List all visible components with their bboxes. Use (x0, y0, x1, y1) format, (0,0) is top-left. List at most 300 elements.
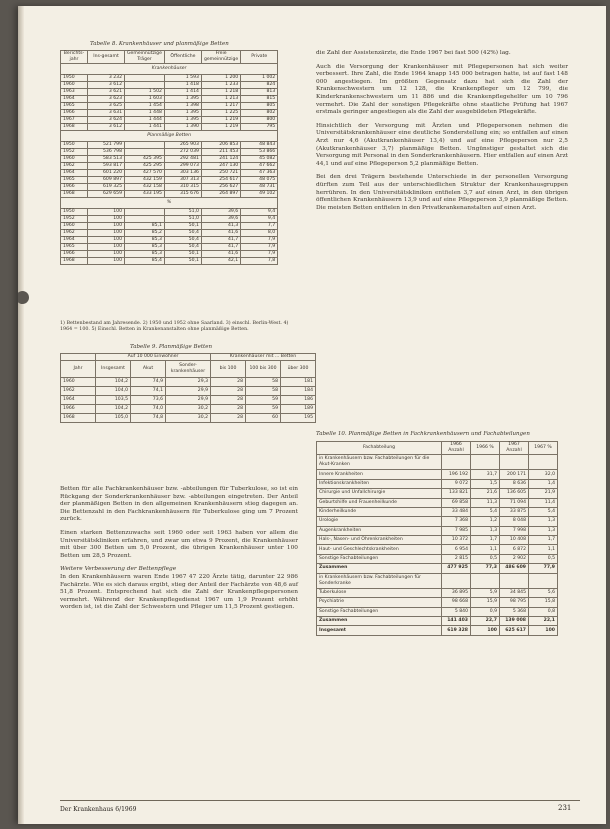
table1-cell: 299 073 (164, 163, 201, 170)
table1-cell: 609 897 (88, 177, 125, 184)
table3-cell: 7 985 (442, 526, 471, 535)
table3-cell: Haut- und Geschlechtskrankheiten (317, 545, 442, 554)
table-row (317, 489, 558, 498)
table1-cell: 206 853 (201, 142, 240, 149)
table3-header-cell: 1966 Anzahl (442, 442, 471, 455)
table1-cell: 8,0 (241, 230, 278, 237)
table1-cell: 1966 (61, 251, 88, 258)
table1-cell: 48 075 (241, 177, 278, 184)
table1-cell: 536 798 (88, 149, 125, 156)
table1-cell: 583 513 (88, 156, 125, 163)
table1-cell: 85,1 (125, 223, 165, 230)
table1-cell: 521 799 (88, 142, 125, 149)
table3-cell: 1,1 (529, 545, 558, 554)
table-row (61, 378, 316, 387)
table1-cell: 7,8 (241, 258, 278, 265)
table1-cell: 254 617 (201, 177, 240, 184)
table1-cell: 824 (241, 82, 278, 89)
table1-cell: 1 448 (125, 110, 165, 117)
table2-cell: 1968 (61, 414, 96, 423)
table3-cell: 10 372 (442, 536, 471, 545)
table-row (317, 455, 558, 470)
table2-cell: 28 (211, 396, 246, 405)
table3-cell: 98 668 (442, 598, 471, 607)
table1-cell: 1 395 (164, 96, 201, 103)
table1-cell: 1964 (61, 237, 88, 244)
table3-header-row (317, 442, 558, 455)
table1-cell: 1 398 (164, 103, 201, 110)
table1-header-cell: Öffentliche (164, 51, 201, 64)
table1-cell: 1967 (61, 117, 88, 124)
table-row (317, 573, 558, 588)
table1-cell: 1 441 (125, 124, 165, 131)
table3-cell (471, 573, 500, 588)
table1-cell: 49 102 (241, 191, 278, 198)
table2-cell: 181 (281, 378, 316, 387)
right-paragraph-4: Bei den drei Trägern bestehende Unterschiede in der personellen Versorgung dürften zum Teil aus der unterschiedlichen Struktur der Krankenhausgruppen herrühren. In den Universitätskliniken entfielen 3,7 auf einen Arzt, in den übrigen öffentlichen Krankenhäusern 13,9 und auf eine Pflegeperson 3,9 planmäßige Betten. Die meisten Betten entfielen in den Privatkrankenanstalten auf einen Arzt. (316, 174, 568, 211)
table1-cell: 1 217 (201, 103, 240, 110)
table-row (61, 163, 278, 170)
table1-cell: 1964 (61, 96, 88, 103)
table2-cell: 29,9 (166, 387, 211, 396)
table1-cell: 1968 (61, 191, 88, 198)
table-row (317, 617, 558, 626)
table1-cell: 100 (88, 230, 125, 237)
punch-hole (18, 291, 29, 304)
table3-cell: 1,3 (471, 526, 500, 535)
table-row (61, 191, 278, 198)
table1-cell: 1 213 (201, 96, 240, 103)
table-row (317, 479, 558, 488)
table3-cell: 32,0 (529, 470, 558, 479)
table1-cell: 3 612 (88, 82, 125, 89)
table1-cell: 48 843 (241, 142, 278, 149)
page-number: 231 (558, 804, 572, 812)
table2-cell: 74,9 (131, 378, 166, 387)
table1-cell: 41,7 (201, 244, 240, 251)
table1-cell: 805 (241, 103, 278, 110)
table1-section-label: % (61, 198, 278, 209)
table3-cell: 1,3 (529, 526, 558, 535)
table-row (61, 251, 278, 258)
table1-cell: 7,9 (241, 244, 278, 251)
table1-cell: 432 158 (125, 184, 165, 191)
footer-source: Der Krankenhaus 6/1969 (60, 806, 137, 813)
table2-cell: 195 (281, 414, 316, 423)
table1-header-cell: Private (241, 51, 278, 64)
left-paragraph-1: Betten für alle Fachkrankenhäuser bzw. -abteilungen für Tuberkulose, so ist ein Rückgang der Sonderkrankenhäuser bzw. -abteilungen eingetreten. Der Anteil der planmäßigen Betten in den allgemeinen Krankenhäusern stieg dagegen an. Die Bettenzahl in den Fachkrankenhäusern für Tuberkulose ging um 7 Prozent zurück. (60, 486, 298, 523)
table2-cell: 186 (281, 396, 316, 405)
table3-cell (471, 455, 500, 470)
table3-cell (500, 573, 529, 588)
table2-cell: 60 (246, 414, 281, 423)
table1-cell: 303 136 (164, 170, 201, 177)
table-row (61, 216, 278, 223)
table3-cell: 0,9 (471, 607, 500, 616)
table3-cell: 21,9 (529, 489, 558, 498)
table1-cell (125, 149, 165, 156)
table1-cell: 41,7 (201, 237, 240, 244)
table1-cell: 1966 (61, 184, 88, 191)
table3-cell: 100 (529, 626, 558, 635)
table2-caption: Tabelle 9. Planmäßige Betten (130, 344, 213, 350)
table1-header-cell: Gemeinnützige Träger (125, 51, 165, 64)
table1-cell: 100 (88, 223, 125, 230)
table3-cell: 34 845 (500, 588, 529, 597)
table1-cell (125, 142, 165, 149)
table1-cell: 85,2 (125, 230, 165, 237)
table1-cell: 1 418 (164, 82, 201, 89)
table1-cell: 1 002 (241, 75, 278, 82)
table3-caption: Tabelle 10. Planmäßige Betten in Fachkrankenhäusern und Fachabteilungen (316, 431, 530, 437)
table1-cell: 272 039 (164, 149, 201, 156)
table1-cell: 1 200 (201, 75, 240, 82)
table2-cell: 28 (211, 414, 246, 423)
table1-cell: 51,0 (164, 216, 201, 223)
table3-cell: 5,4 (529, 507, 558, 516)
table1-cell: 292 481 (164, 156, 201, 163)
table3-cell (500, 455, 529, 470)
table1-cell: 800 (241, 117, 278, 124)
table1-cell: 100 (88, 209, 125, 216)
table3-cell: 9 072 (442, 479, 471, 488)
table-row (61, 223, 278, 230)
table1-header-row (61, 51, 278, 64)
table2-header-cell: bis 100 (211, 361, 246, 378)
table1-cell: 85,4 (125, 258, 165, 265)
table1-cell: 3 612 (88, 124, 125, 131)
table-row (61, 156, 278, 163)
table3-cell: 139 008 (500, 617, 529, 626)
table3-cell: Chirurgie und Unfallchirurgie (317, 489, 442, 498)
document-page (18, 6, 606, 824)
table1-section-row (61, 131, 278, 142)
table1-cell: 3 232 (88, 75, 125, 82)
table1-cell: 1 218 (201, 89, 240, 96)
table1-header-cell: Ins-gesamt (88, 51, 125, 64)
table3-cell: 486 609 (500, 564, 529, 573)
table1-cell: 45 082 (241, 156, 278, 163)
table2-cell: 58 (246, 378, 281, 387)
table1-cell: 7,9 (241, 237, 278, 244)
right-text-block (316, 50, 568, 218)
table-row (61, 405, 316, 414)
table-row (317, 526, 558, 535)
table1-cell: 100 (88, 251, 125, 258)
table3-cell: 1,2 (471, 517, 500, 526)
table2-cell: 74,1 (131, 387, 166, 396)
table2-cell: 1966 (61, 405, 96, 414)
table-row (61, 96, 278, 103)
table-row (317, 507, 558, 516)
table1-cell: 3 624 (88, 117, 125, 124)
table1-cell: 1 593 (164, 75, 201, 82)
table1-cell: 265 903 (164, 142, 201, 149)
table1-cell: 9,4 (241, 209, 278, 216)
table3-cell: 0,5 (529, 554, 558, 563)
table1-cell: 9,4 (241, 216, 278, 223)
table3-cell: 8 048 (500, 517, 529, 526)
table1-cell: 1950 (61, 142, 88, 149)
table3-cell: in Krankenhäusern bzw. Fachabteilungen für die Akut-Kranken (317, 455, 442, 470)
table3-cell: 2 902 (500, 554, 529, 563)
table2-cell: 104,2 (96, 378, 131, 387)
table3-cell: 5 368 (500, 607, 529, 616)
table2-cell: 189 (281, 405, 316, 414)
table1-cell: 41,3 (201, 223, 240, 230)
table3-cell: 1,1 (471, 545, 500, 554)
table1-cell (125, 75, 165, 82)
table2-cell: 28 (211, 378, 246, 387)
table3-header-cell: 1966 % (471, 442, 500, 455)
table-row (61, 149, 278, 156)
table-row (61, 230, 278, 237)
table2-cell: 104,0 (96, 387, 131, 396)
table1-cell: 241 124 (201, 156, 240, 163)
table3-cell: Sonstige Fachabteilungen (317, 554, 442, 563)
table3-cell: Kinderheilkunde (317, 507, 442, 516)
table1-cell: 50,4 (164, 244, 201, 251)
table1-cell: 1968 (61, 124, 88, 131)
table1-cell: 85,3 (125, 237, 165, 244)
table1-section-label: Planmäßige Betten (61, 131, 278, 142)
table3-cell: 5,6 (529, 588, 558, 597)
table1-cell: 1 390 (164, 124, 201, 131)
table3-cell: Zusammen (317, 617, 442, 626)
table1-cell: 100 (88, 216, 125, 223)
table-row (317, 517, 558, 526)
table3-cell: Zusammen (317, 564, 442, 573)
table2-cell: 59 (246, 396, 281, 405)
table1-cell: 307 313 (164, 177, 201, 184)
table-row (61, 89, 278, 96)
table1-cell: 1965 (61, 177, 88, 184)
table-row (317, 498, 558, 507)
table1-section-row (61, 64, 278, 75)
table3-cell: 33 875 (500, 507, 529, 516)
table1 (60, 50, 278, 265)
table-row (61, 209, 278, 216)
table3-cell: Innere Krankheiten (317, 470, 442, 479)
table3-cell: 619 328 (442, 626, 471, 635)
table3-cell: 200 171 (500, 470, 529, 479)
table1-cell: 815 (241, 96, 278, 103)
table3-cell: 196 192 (442, 470, 471, 479)
table3-cell: 22,1 (529, 617, 558, 626)
table1-cell: 100 (88, 258, 125, 265)
right-paragraph-2: Auch die Versorgung der Krankenhäuser mit Pflegepersonen hat sich weiter verbessert. Ihre Zahl, die Ende 1964 knapp 145 000 betragen hatte, ist auf fast 148 000 angestiegen. Im größten Gegensatz dazu hat sich die Zahl der Krankenschwestern um 12 128, die Krankenpfleger um 12 799, die Kinderkrankenschwestern um 11 886 und die Krankenpflegehelfer um 10 796 vermehrt. Die Zahl der sonstigen Pflegekräfte ohne staatliche Prüfung hat 1967 erstmals geringer angestiegen als die Zahl der ausgebildeten Pflegekräfte. (316, 63, 568, 116)
table-row (61, 75, 278, 82)
table2-cell: 104,2 (96, 405, 131, 414)
table-row (317, 554, 558, 563)
table1-cell: 39,6 (201, 209, 240, 216)
table3-cell: 1,4 (529, 479, 558, 488)
table1-cell: 39,6 (201, 216, 240, 223)
page-spine (18, 6, 24, 824)
table2-cell: 28 (211, 405, 246, 414)
table-row (61, 170, 278, 177)
table1-header-cell: Berichts-jahr (61, 51, 88, 64)
table3-cell: Psychiatrie (317, 598, 442, 607)
table3-cell (529, 455, 558, 470)
table3-cell: 1,7 (529, 536, 558, 545)
table3-cell: 33 484 (442, 507, 471, 516)
table-row (61, 237, 278, 244)
table1-cell: 1965 (61, 244, 88, 251)
table3-cell: 625 617 (500, 626, 529, 635)
table1-cell: 50,4 (164, 230, 201, 237)
table1-cell: 48 731 (241, 184, 278, 191)
table2-header-cell: über 300 (281, 361, 316, 378)
table1-cell: 3 625 (88, 103, 125, 110)
table2-cell: 1962 (61, 387, 96, 396)
table2-cell: 74,8 (131, 414, 166, 423)
table1-cell: 1965 (61, 103, 88, 110)
table1-cell: 315 676 (164, 191, 201, 198)
table1-cell: 41,6 (201, 251, 240, 258)
table3-cell: 6 872 (500, 545, 529, 554)
table2-cell: 1964 (61, 396, 96, 405)
table3-header-cell: Fachabteilung (317, 442, 442, 455)
left-paragraph-2: Einen starken Bettenzuwachs seit 1960 oder seit 1963 haben vor allem die Universitätskliniken erfahren, und zwar um etwa 9 Prozent, die Krankenhäuser mit über 300 Betten um 5,0 Prozent, die übrigen Krankenhäuser unter 100 Betten um 28,5 Prozent. (60, 529, 298, 559)
table1-cell: 3 621 (88, 89, 125, 96)
table3-cell: 7 368 (442, 517, 471, 526)
table1-cell: 3 623 (88, 96, 125, 103)
table2-header-cell: 100 bis 300 (246, 361, 281, 378)
table1-cell: 1 454 (125, 103, 165, 110)
table2-header-row (61, 361, 316, 378)
table3-cell (442, 573, 471, 588)
table1-cell: 1 414 (164, 89, 201, 96)
table3 (316, 441, 558, 636)
table-row (61, 124, 278, 131)
left-paragraph-3: In den Krankenhäusern waren Ende 1967 47 220 Ärzte tätig, darunter 22 986 Fachärzte. Wie es sich daraus ergibt, stieg der Anteil der Fachärzte von 48,6 auf 51,8 Prozent. Entsprechend hat sich die Zahl der Krankenpflegepersonen vermehrt. Während der Krankenpflegedienst 1967 um 1,9 Prozent erhöht worden ist, ist die Zahl der Schwestern und Pfleger um 11,5 Prozent gestiegen. (60, 573, 298, 611)
table1-section-row (61, 198, 278, 209)
table3-cell: 69 858 (442, 498, 471, 507)
footer-rule (60, 800, 580, 801)
table3-cell: Tuberkulose (317, 588, 442, 597)
table3-cell: 0,5 (471, 554, 500, 563)
table-row (317, 536, 558, 545)
table1-cell: 1952 (61, 149, 88, 156)
table-row (317, 564, 558, 573)
table3-cell: 136 605 (500, 489, 529, 498)
table2-cell: 29,3 (166, 378, 211, 387)
table1-cell (125, 82, 165, 89)
table1-cell: 433 195 (125, 191, 165, 198)
table1-cell: 50,1 (164, 251, 201, 258)
table3-cell: 100 (471, 626, 500, 635)
table3-cell: 477 925 (442, 564, 471, 573)
table1-header-cell: Freie gemeinnützige (201, 51, 240, 64)
table1-cell: 100 (88, 237, 125, 244)
table3-cell: 77,3 (471, 564, 500, 573)
table-row (61, 117, 278, 124)
table1-cell: 629 659 (88, 191, 125, 198)
table2-cell: 30,2 (166, 405, 211, 414)
table3-cell: 10 408 (500, 536, 529, 545)
table3-cell: 1,5 (471, 479, 500, 488)
table2-cell: 73,6 (131, 396, 166, 405)
table3-cell: 141 403 (442, 617, 471, 626)
table1-cell: 427 570 (125, 170, 165, 177)
table1-cell: 100 (88, 244, 125, 251)
table3-header-cell: 1967 % (529, 442, 558, 455)
table1-cell: 1 395 (164, 110, 201, 117)
table3-cell: 15,8 (529, 598, 558, 607)
table1-cell: 802 (241, 110, 278, 117)
table1-cell: 1960 (61, 156, 88, 163)
table1-cell: 3 631 (88, 110, 125, 117)
table1-cell: 7,9 (241, 251, 278, 258)
table1-cell: 425 395 (125, 156, 165, 163)
table1-cell: 1962 (61, 230, 88, 237)
table3-cell: Sonstige Fachabteilungen (317, 607, 442, 616)
table2-header-cell: Insgesamt (96, 361, 131, 378)
table1-cell: 1960 (61, 82, 88, 89)
left-subheading: Weitere Verbesserung der Bettenpflege (60, 566, 177, 573)
table3-cell: 98 795 (500, 598, 529, 607)
table1-cell (125, 209, 165, 216)
table1-cell: 310 315 (164, 184, 201, 191)
table2-cell: 58 (246, 387, 281, 396)
table1-cell: 51,0 (164, 209, 201, 216)
table3-cell: 5 840 (442, 607, 471, 616)
table-row (61, 142, 278, 149)
table3-cell: 11,3 (471, 498, 500, 507)
table3-cell: 1,7 (471, 536, 500, 545)
table2-group-header: Krankenhäuser mit ... Betten (211, 354, 316, 361)
table-row (317, 598, 558, 607)
table1-cell: 47 363 (241, 170, 278, 177)
right-paragraph-3: Hinsichtlich der Versorgung mit Ärzten und Pflegepersonen nehmen die Universitätskrankenhäuser eine deutliche Sonderstellung ein; so entfallen auf einen Arzt nur 4,6 (Akutkrankenhäuser 13,4) und auf eine Pflegeperson nur 2,5 (Akutkrankenhäuser 3,7) planmäßige Betten. Ungünstiger gestaltet sich die Versorgung mit Personal in den Sonderkrankenhäusern. Hier entfallen auf einen Arzt 44,1 und auf eine Pflegeperson 5,2 planmäßige Betten. (316, 122, 568, 167)
table1-cell: 425 295 (125, 163, 165, 170)
table1-cell: 41,6 (201, 230, 240, 237)
table2-group-header-row (61, 354, 316, 361)
left-text-block (60, 486, 298, 618)
table3-cell: 11,4 (529, 498, 558, 507)
table1-cell: 85,3 (125, 251, 165, 258)
table1-cell: 1966 (61, 110, 88, 117)
table-row (317, 545, 558, 554)
table-row (61, 244, 278, 251)
table2-header-cell: Akut (131, 361, 166, 378)
table2-group-header: Auf 10 000 Einwohner (96, 354, 211, 361)
table-row (61, 258, 278, 265)
table1-cell: 432 159 (125, 177, 165, 184)
table1-cell: 47 662 (241, 163, 278, 170)
table3-cell: Infektionskrankheiten (317, 479, 442, 488)
table-row (317, 607, 558, 616)
table3-cell: 77,9 (529, 564, 558, 573)
table2-header-cell: Sonder-krankenhäuser (166, 361, 211, 378)
table3-cell: 15,9 (471, 598, 500, 607)
table1-caption: Tabelle 8. Krankenhäuser und planmäßige Betten (90, 41, 229, 47)
table1-cell: 256 627 (201, 184, 240, 191)
table3-cell: 71 094 (500, 498, 529, 507)
table1-cell: 50,1 (164, 258, 201, 265)
table1-cell: 211 453 (201, 149, 240, 156)
table1-cell: 813 (241, 89, 278, 96)
table1-cell: 50,4 (164, 237, 201, 244)
table1-cell: 1962 (61, 163, 88, 170)
table-row (317, 626, 558, 635)
table1-cell: 42,1 (201, 258, 240, 265)
table3-cell: 6 954 (442, 545, 471, 554)
table1-cell: 53 866 (241, 149, 278, 156)
table1-cell: 50,1 (164, 223, 201, 230)
table1-cell: 1950 (61, 209, 88, 216)
